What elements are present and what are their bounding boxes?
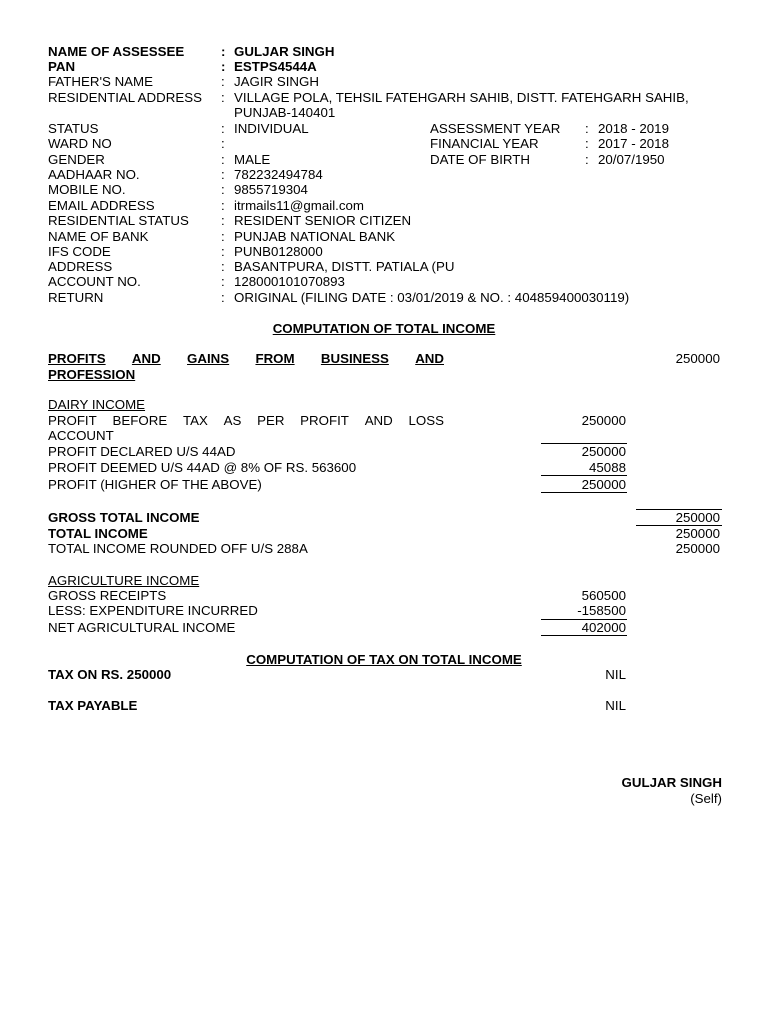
colon: : xyxy=(221,274,225,289)
colon: : xyxy=(221,229,225,244)
label-word: PER xyxy=(257,413,285,428)
net-agri-label: NET AGRICULTURAL INCOME xyxy=(48,620,236,635)
expenditure-label: LESS: EXPENDITURE INCURRED xyxy=(48,603,258,618)
rounded-amount: 250000 xyxy=(675,541,720,556)
colon: : xyxy=(221,182,225,197)
business-heading-line2: PROFESSION xyxy=(48,367,136,382)
financial-year-label: FINANCIAL YEAR xyxy=(430,136,539,151)
dairy-profit-amount: 250000 xyxy=(581,413,626,428)
label-word: PROFIT xyxy=(300,413,349,428)
field-label: AADHAAR NO. xyxy=(48,167,140,182)
colon: : xyxy=(585,121,589,136)
tax-on-label: TAX ON RS. 250000 xyxy=(48,667,172,682)
field-value: ESTPS4544A xyxy=(234,59,317,74)
expenditure-amount: -158500 xyxy=(577,603,626,618)
colon: : xyxy=(221,244,225,259)
heading-word: BUSINESS xyxy=(320,351,389,366)
field-value: 128000101070893 xyxy=(234,274,345,289)
colon: : xyxy=(221,259,225,274)
rule xyxy=(541,635,627,636)
declared-label: PROFIT DECLARED U/S 44AD xyxy=(48,444,236,459)
field-label: RETURN xyxy=(48,290,104,305)
computation-title: COMPUTATION OF TOTAL INCOME xyxy=(272,321,496,336)
field-label: NAME OF ASSESSEE xyxy=(48,44,185,59)
tax-title: COMPUTATION OF TAX ON TOTAL INCOME xyxy=(246,652,522,667)
field-value: itrmails11@gmail.com xyxy=(234,198,364,213)
field-value: JAGIR SINGH xyxy=(234,74,319,89)
colon: : xyxy=(221,136,225,151)
label-word: AS xyxy=(223,413,242,428)
assessment-year-label: ASSESSMENT YEAR xyxy=(430,121,561,136)
field-value: PUNJAB NATIONAL BANK xyxy=(234,229,396,244)
heading-word: AND xyxy=(131,351,161,366)
colon: : xyxy=(221,290,225,305)
label-word: LOSS xyxy=(408,413,444,428)
field-value: BASANTPURA, DISTT. PATIALA (PU xyxy=(234,259,455,274)
date-of-birth-value: 20/07/1950 xyxy=(598,152,665,167)
field-label: NAME OF BANK xyxy=(48,229,149,244)
dairy-profit-label-line2: ACCOUNT xyxy=(48,428,114,443)
heading-word: FROM xyxy=(255,351,295,366)
heading-word: PROFITS xyxy=(48,351,106,366)
financial-year-value: 2017 - 2018 xyxy=(598,136,669,151)
colon: : xyxy=(221,152,225,167)
field-label: EMAIL ADDRESS xyxy=(48,198,155,213)
higher-amount: 250000 xyxy=(581,477,626,492)
field-label: GENDER xyxy=(48,152,105,167)
dairy-profit-label xyxy=(48,413,444,428)
signature-role: (Self) xyxy=(690,791,722,806)
rule xyxy=(541,492,627,493)
colon: : xyxy=(221,198,225,213)
field-value: INDIVIDUAL xyxy=(234,121,309,136)
tax-on-amount: NIL xyxy=(605,667,626,682)
field-label: ACCOUNT NO. xyxy=(48,274,141,289)
field-value: 9855719304 xyxy=(234,182,308,197)
colon: : xyxy=(221,121,225,136)
total-income-label: TOTAL INCOME xyxy=(48,526,148,541)
field-label: WARD NO xyxy=(48,136,112,151)
field-value: 782232494784 xyxy=(234,167,323,182)
field-label: FATHER'S NAME xyxy=(48,74,153,89)
colon: : xyxy=(585,152,589,167)
declared-amount: 250000 xyxy=(581,444,626,459)
higher-label: PROFIT (HIGHER OF THE ABOVE) xyxy=(48,477,262,492)
field-label: STATUS xyxy=(48,121,99,136)
field-label: PAN xyxy=(48,59,76,74)
label-word: AND xyxy=(364,413,393,428)
field-value: PUNB0128000 xyxy=(234,244,323,259)
field-value: RESIDENT SENIOR CITIZEN xyxy=(234,213,412,228)
colon: : xyxy=(221,213,225,228)
colon: : xyxy=(221,167,225,182)
gross-receipts-label: GROSS RECEIPTS xyxy=(48,588,167,603)
rule xyxy=(541,475,627,476)
rounded-label: TOTAL INCOME ROUNDED OFF U/S 288A xyxy=(48,541,308,556)
label-word: BEFORE xyxy=(112,413,168,428)
colon: : xyxy=(221,44,226,59)
heading-word: GAINS xyxy=(187,351,230,366)
field-value: VILLAGE POLA, TEHSIL FATEHGARH SAHIB, DISTT. FATEHGARH SAHIB, xyxy=(234,90,689,105)
business-heading xyxy=(48,351,444,366)
agriculture-heading: AGRICULTURE INCOME xyxy=(48,573,200,588)
colon: : xyxy=(221,59,226,74)
field-label: ADDRESS xyxy=(48,259,113,274)
field-value-line2: PUNJAB-140401 xyxy=(234,105,336,120)
field-label: MOBILE NO. xyxy=(48,182,126,197)
field-value: GULJAR SINGH xyxy=(234,44,335,59)
deemed-label: PROFIT DEEMED U/S 44AD @ 8% OF RS. 563600 xyxy=(48,460,357,475)
colon: : xyxy=(221,74,225,89)
colon: : xyxy=(585,136,589,151)
gross-receipts-amount: 560500 xyxy=(581,588,626,603)
net-agri-amount: 402000 xyxy=(581,620,626,635)
tax-payable-amount: NIL xyxy=(605,698,626,713)
gross-total-label: GROSS TOTAL INCOME xyxy=(48,510,200,525)
label-word: TAX xyxy=(182,413,208,428)
total-income-amount: 250000 xyxy=(675,526,720,541)
signature-name: GULJAR SINGH xyxy=(621,775,722,790)
field-label: IFS CODE xyxy=(48,244,111,259)
colon: : xyxy=(221,90,225,105)
tax-payable-label: TAX PAYABLE xyxy=(48,698,138,713)
assessment-year-value: 2018 - 2019 xyxy=(598,121,669,136)
dairy-heading: DAIRY INCOME xyxy=(48,397,146,412)
date-of-birth-label: DATE OF BIRTH xyxy=(430,152,530,167)
field-value: MALE xyxy=(234,152,271,167)
field-label: RESIDENTIAL ADDRESS xyxy=(48,90,202,105)
field-value: ORIGINAL (FILING DATE : 03/01/2019 & NO. : 404859400030119) xyxy=(234,290,630,305)
deemed-amount: 45088 xyxy=(589,460,626,475)
field-label: RESIDENTIAL STATUS xyxy=(48,213,189,228)
label-word: PROFIT xyxy=(48,413,97,428)
business-amount: 250000 xyxy=(675,351,720,366)
gross-total-amount: 250000 xyxy=(675,510,720,525)
heading-word: AND xyxy=(415,351,444,366)
